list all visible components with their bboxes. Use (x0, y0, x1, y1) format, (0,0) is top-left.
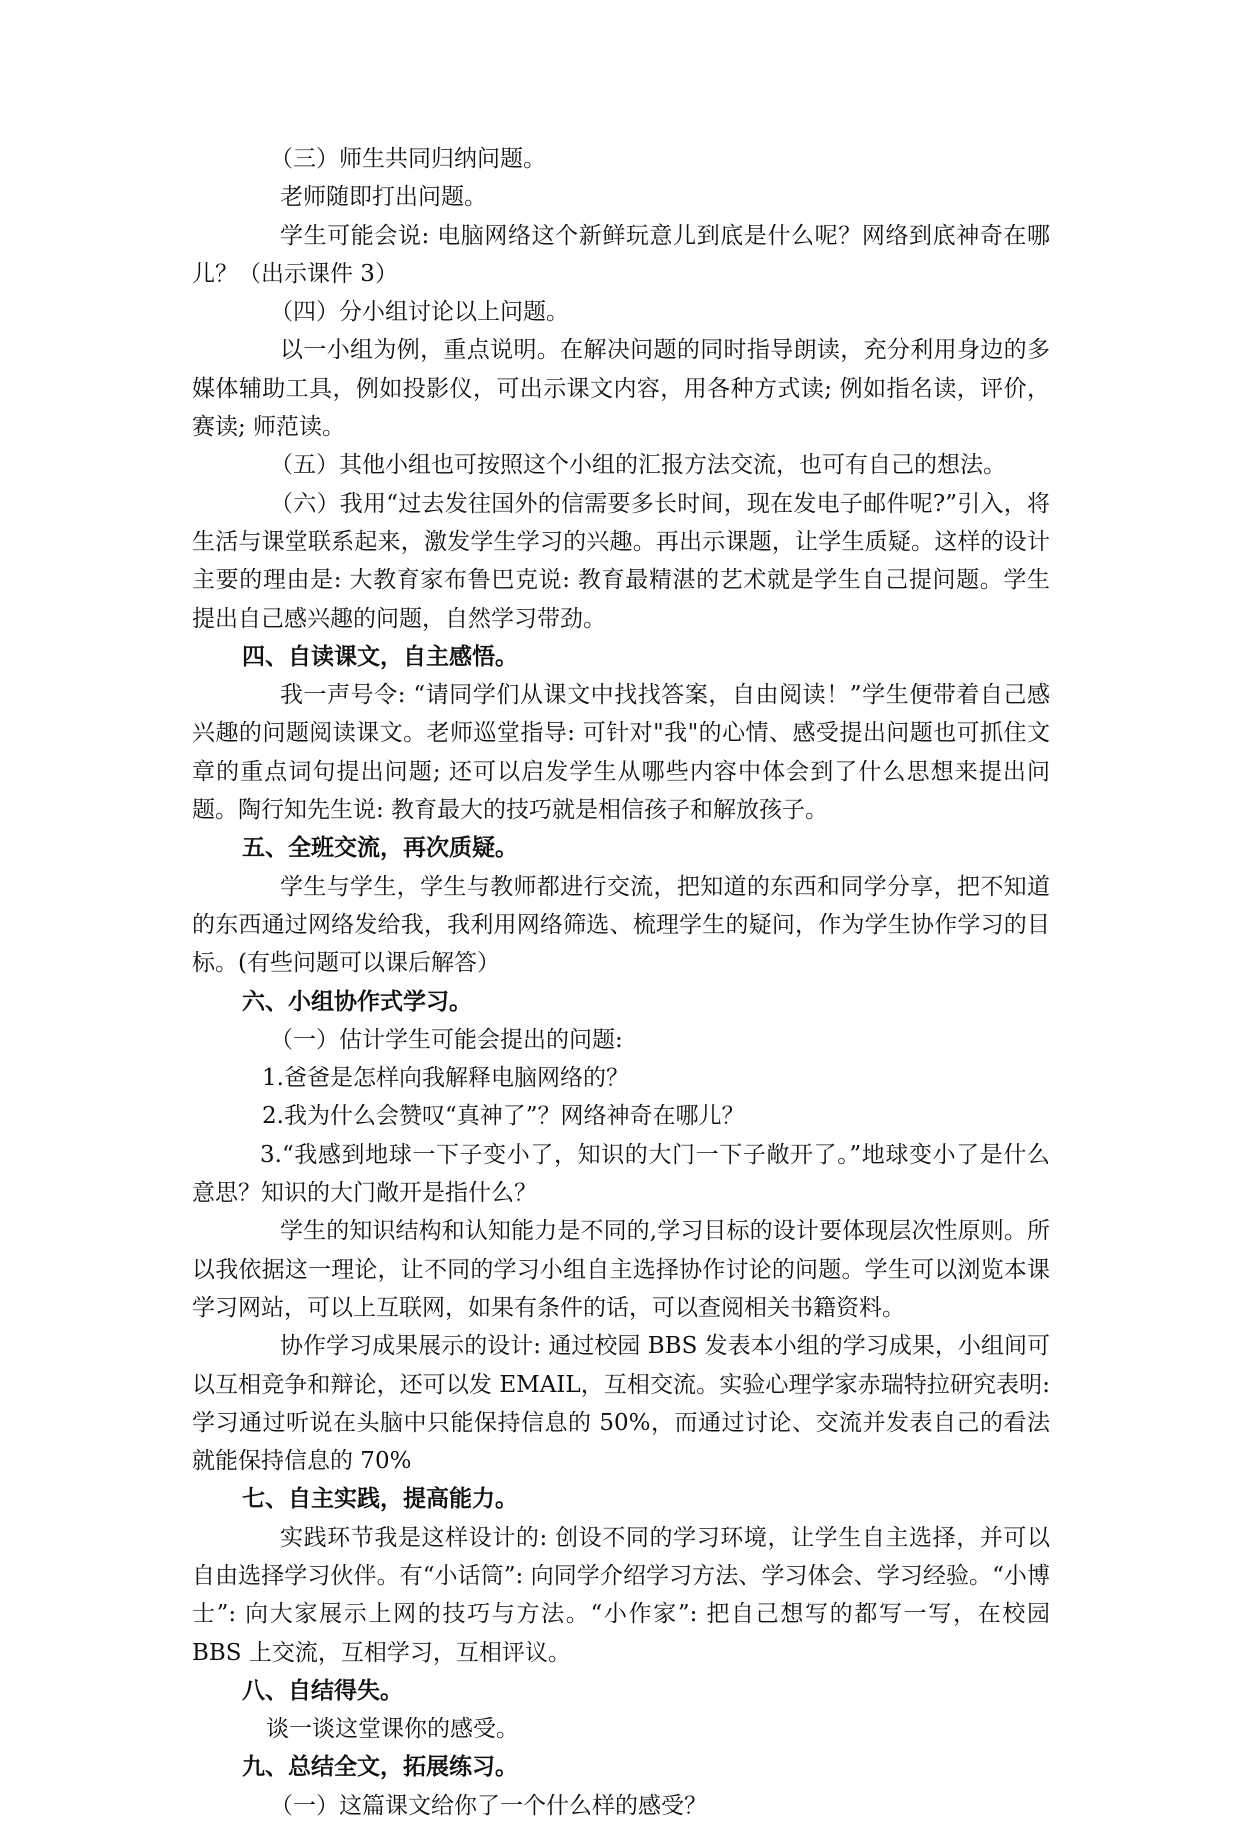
numbered-item-1: 1.爸爸是怎样向我解释电脑网络的？ (262, 1065, 629, 1092)
section-heading-7: 七、自主实践，提高能力。 (242, 1486, 518, 1513)
paragraph: 实践环节我是这样设计的: 创设不同的学习环境，让学生自主选择，并可以自由选择学习伙伴。有“小话筒”: 向同学介绍学习方法、学习体会、学习经验。“小博士”: 向大家展示上网的技巧与方法。“小作家”: 把自己想写的都写一写，在校园 BBS 上交流，互相学习，互相评议。 (192, 1524, 1050, 1666)
paragraph: 我一声号令: “请同学们从课文中找找答案，自由阅读！”学生便带着自己感兴趣的问题阅读课文。老师巡堂指导: 可针对"我"的心情、感受提出问题也可抓住文章的重点词句提出问题; 还可以启发学生从哪些内容中体会到了什么思想来提出问题。陶行知先生说: 教育最大的技巧就是相信孩子和解放孩子。 (192, 682, 1050, 824)
paragraph: 学生的知识结构和认知能力是不同的,学习目标的设计要体现层次性原则。所以我依据这一理论，让不同的学习小组自主选择协作讨论的问题。学生可以浏览本课学习网站，可以上互联网，如果有条件的话，可以查阅相关书籍资料。 (192, 1218, 1050, 1321)
paragraph: 老师随即打出问题。 (280, 184, 487, 211)
paragraph: 学生可能会说: 电脑网络这个新鲜玩意儿到底是什么呢？网络到底神奇在哪儿？（出示课件 3） (192, 222, 1050, 287)
paragraph-heading-3: （三）师生共同归纳问题。 (270, 146, 546, 172)
numbered-item-3: 3.“我感到地球一下子变小了，知识的大门一下子敞开了。”地球变小了是什么意思？知识的大门敞开是指什么？ (192, 1141, 1050, 1207)
numbered-item-2: 2.我为什么会赞叹“真神了”？网络神奇在哪儿？ (262, 1103, 745, 1130)
paragraph-heading-6: （六）我用“过去发往国外的信需要多长时间，现在发电子邮件呢?”引入，将生活与课堂联系起来，激发学生学习的兴趣。再出示课题，让学生质疑。这样的设计主要的理由是: 大教育家布鲁巴克说: 教育最精湛的艺术就是学生自己提问题。学生提出自己感兴趣的问题，自然学习带劲。 (192, 490, 1050, 632)
section-heading-4: 四、自读课文，自主感悟。 (242, 643, 518, 670)
document-page (192, 140, 1050, 1825)
paragraph: 协作学习成果展示的设计: 通过校园 BBS 发表本小组的学习成果，小组间可以互相竞争和辩论，还可以发 EMAIL，互相交流。实验心理学家赤瑞特拉研究表明: 学习通过听说在头脑中只能保持信息的 50%，而通过讨论、交流并发表自己的看法就能保持信息的 70% (192, 1333, 1050, 1475)
paragraph: 学生与学生，学生与教师都进行交流，把知道的东西和同学分享，把不知道的东西通过网络发给我，我利用网络筛选、梳理学生的疑问，作为学生协作学习的目标。(有些问题可以课后解答） (192, 873, 1050, 977)
paragraph: 谈一谈这堂课你的感受。 (266, 1716, 519, 1743)
section-heading-8: 八、自结得失。 (242, 1677, 403, 1704)
paragraph-heading-5: （五）其他小组也可按照这个小组的汇报方法交流，也可有自己的想法。 (270, 452, 1006, 479)
section-heading-9: 九、总结全文，拓展练习。 (242, 1754, 518, 1781)
paragraph-heading-sub-1: （一）估计学生可能会提出的问题: (270, 1026, 623, 1053)
paragraph: 以一小组为例，重点说明。在解决问题的同时指导朗读，充分利用身边的多媒体辅助工具，例如投影仪，可出示课文内容，用各种方式读; 例如指名读，评价，赛读; 师范读。 (192, 337, 1050, 441)
paragraph-heading-sub-1b: （一）这篇课文给你了一个什么样的感受？ (270, 1792, 707, 1819)
section-heading-6: 六、小组协作式学习。 (242, 988, 472, 1015)
paragraph-heading-4: （四）分小组讨论以上问题。 (270, 299, 569, 326)
section-heading-5: 五、全班交流，再次质疑。 (242, 835, 518, 862)
